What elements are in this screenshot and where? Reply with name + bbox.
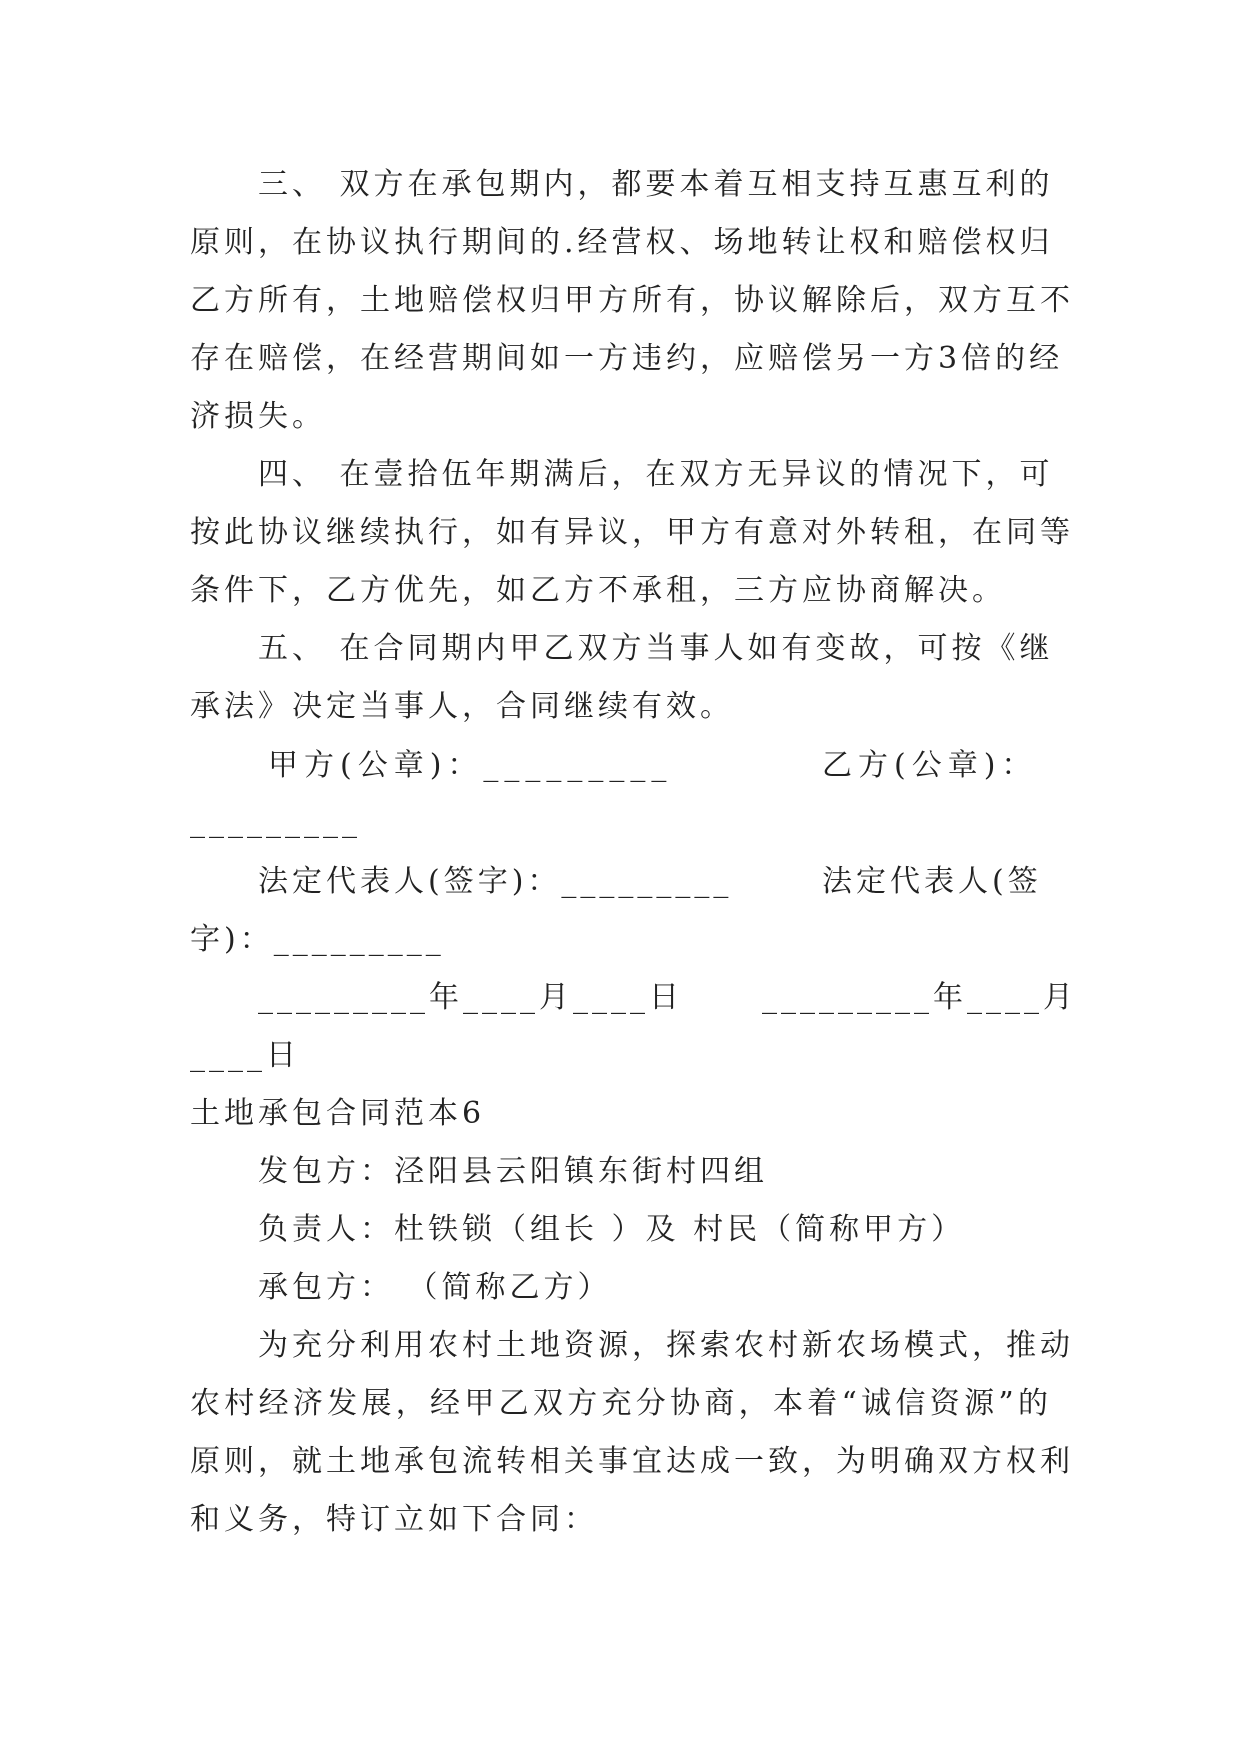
clause3-line1: 三、 双方在承包期内，都要本着互相支持互惠互利的 [258, 167, 1054, 202]
date-b-part1: _________年____月 [762, 980, 1077, 1015]
party-a-seal: 甲方(公章)：_________ [268, 748, 673, 783]
intro-line4: 和义务，特订立如下合同： [190, 1502, 598, 1537]
rep-b-part2: 字)：_________ [190, 922, 445, 957]
clause3-line2: 原则，在协议执行期间的.经营权、场地转让权和赔偿权归 [190, 225, 1054, 260]
clause4-line1: 四、 在壹拾伍年期满后，在双方无异议的情况下，可 [258, 457, 1054, 492]
clause3-line3: 乙方所有，土地赔偿权归甲方所有，协议解除后，双方互不 [190, 283, 1074, 318]
rep-a: 法定代表人(签字)：_________ [258, 864, 733, 899]
party-b-seal: 乙方(公章)： [822, 748, 1038, 783]
clause3-line5: 济损失。 [190, 399, 326, 434]
clause5-line1: 五、 在合同期内甲乙双方当事人如有变故，可按《继 [258, 631, 1054, 666]
clause4-line2: 按此协议继续执行，如有异议，甲方有意对外转租，在同等 [190, 515, 1074, 550]
clause3-line4: 存在赔偿，在经营期间如一方违约，应赔偿另一方3倍的经 [190, 341, 1064, 376]
party-b-seal-blank: _________ [190, 804, 361, 839]
clause4-line3: 条件下，乙方优先，如乙方不承租，三方应协商解决。 [190, 573, 1006, 608]
date-a: _________年____月____日 [258, 980, 683, 1015]
intro-line3: 原则，就土地承包流转相关事宜达成一致，为明确双方权利 [190, 1444, 1074, 1479]
rep-b-part1: 法定代表人(签 [822, 864, 1042, 899]
intro-line2: 农村经济发展，经甲乙双方充分协商，本着“诚信资源”的 [190, 1386, 1052, 1421]
intro-line1: 为充分利用农村土地资源，探索农村新农场模式，推动 [258, 1328, 1074, 1363]
responsible-line: 负责人：杜铁锁（组长 ）及 村民（简称甲方） [258, 1212, 966, 1247]
date-b-part2: ____日 [190, 1038, 300, 1073]
clause5-line2: 承法》决定当事人，合同继续有效。 [190, 689, 734, 724]
contract-title: 土地承包合同范本6 [190, 1096, 486, 1131]
issuer-line: 发包方：泾阳县云阳镇东街村四组 [258, 1154, 768, 1189]
contractor-line: 承包方： （简称乙方） [258, 1270, 612, 1305]
